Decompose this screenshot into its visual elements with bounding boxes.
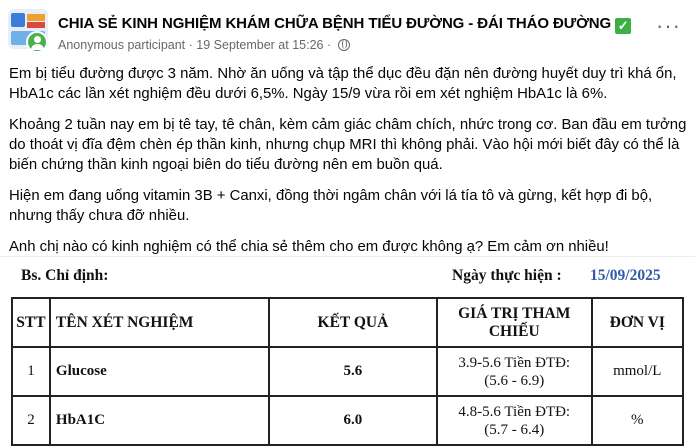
table-row: [12, 396, 683, 445]
test-result: 6.0: [269, 396, 437, 445]
post-meta: [58, 38, 350, 52]
post-header: [0, 0, 695, 62]
test-result: 5.6: [269, 347, 437, 396]
post-text: [9, 64, 691, 268]
row-stt: 2: [12, 396, 50, 445]
more-options-icon[interactable]: ···: [656, 13, 681, 38]
post-paragraph: Hiện em đang uống vitamin 3B + Canxi, đồng thời ngâm chân với lá tía tô và gừng, kết hợp đi bộ, nhưng thấy chưa đỡ nhiều.: [9, 188, 653, 224]
date-label: Ngày thực hiện :: [452, 267, 562, 284]
post-paragraph: Anh chị nào có kinh nghiệm có thể chia sẻ thêm cho em được không ạ? Em cảm ơn nhiều!: [9, 239, 609, 255]
test-unit: %: [592, 396, 683, 445]
date-value: 15/09/2025: [590, 267, 661, 284]
post-timestamp[interactable]: 19 September at 15:26: [196, 38, 324, 52]
column-header: GIÁ TRỊ THAM CHIẾU: [437, 298, 592, 347]
anonymous-user-icon: [26, 31, 48, 53]
column-header: KẾT QUẢ: [269, 298, 437, 347]
lab-report-photo[interactable]: [0, 256, 695, 447]
group-name-link[interactable]: [58, 15, 631, 34]
column-header: ĐƠN VỊ: [592, 298, 683, 347]
meta-separator: ·: [188, 38, 193, 52]
post-paragraph: Em bị tiểu đường được 3 năm. Nhờ ăn uống và tập thể dục đều đặn nên đường huyết duy trì khá ổn, HbA1c các lần xét nghiệm đều dưới 6,5%. Ngày 15/9 vừa rồi em xét nghiệm HbA1c là 6%.: [9, 66, 677, 102]
test-unit: mmol/L: [592, 347, 683, 396]
ref-line: (5.6 - 6.9): [484, 372, 545, 389]
ref-line: 3.9-5.6 Tiền ĐTĐ:: [458, 354, 571, 371]
doctor-label: Bs. Chỉ định:: [21, 267, 109, 284]
ref-line: 4.8-5.6 Tiền ĐTĐ:: [458, 403, 571, 420]
test-name: HbA1C: [50, 396, 269, 445]
table-row: [12, 347, 683, 396]
row-stt: 1: [12, 347, 50, 396]
meta-separator: ·: [326, 38, 332, 52]
author-name[interactable]: Anonymous participant: [58, 38, 186, 52]
ref-line: (5.7 - 6.4): [484, 421, 545, 438]
table-header-row: [12, 298, 683, 347]
post-paragraph: Khoảng 2 tuần nay em bị tê tay, tê chân, kèm cảm giác châm chích, nhức trong cơ. Ban đầu em tưởng do thoát vị đĩa đệm chèn ép thần kinh, nhưng chụp MRI thì không phải. Vào hội mới biết đây có thể là biến chứng thần kinh ngoại biên do tiểu đường nên em buồn quá.: [9, 117, 687, 173]
test-name: Glucose: [50, 347, 269, 396]
group-name[interactable]: CHIA SẺ KINH NGHIỆM KHÁM CHỮA BỆNH TIỂU ĐƯỜNG - ĐÁI THÁO ĐƯỜNG: [58, 15, 612, 32]
lab-results-table: [11, 297, 684, 446]
reference-range: [437, 396, 592, 445]
column-header: TÊN XÉT NGHIỆM: [50, 298, 269, 347]
reference-range: [437, 347, 592, 396]
globe-icon[interactable]: [338, 39, 350, 51]
column-header: STT: [12, 298, 50, 347]
check-mark-icon: ✓: [615, 18, 631, 34]
